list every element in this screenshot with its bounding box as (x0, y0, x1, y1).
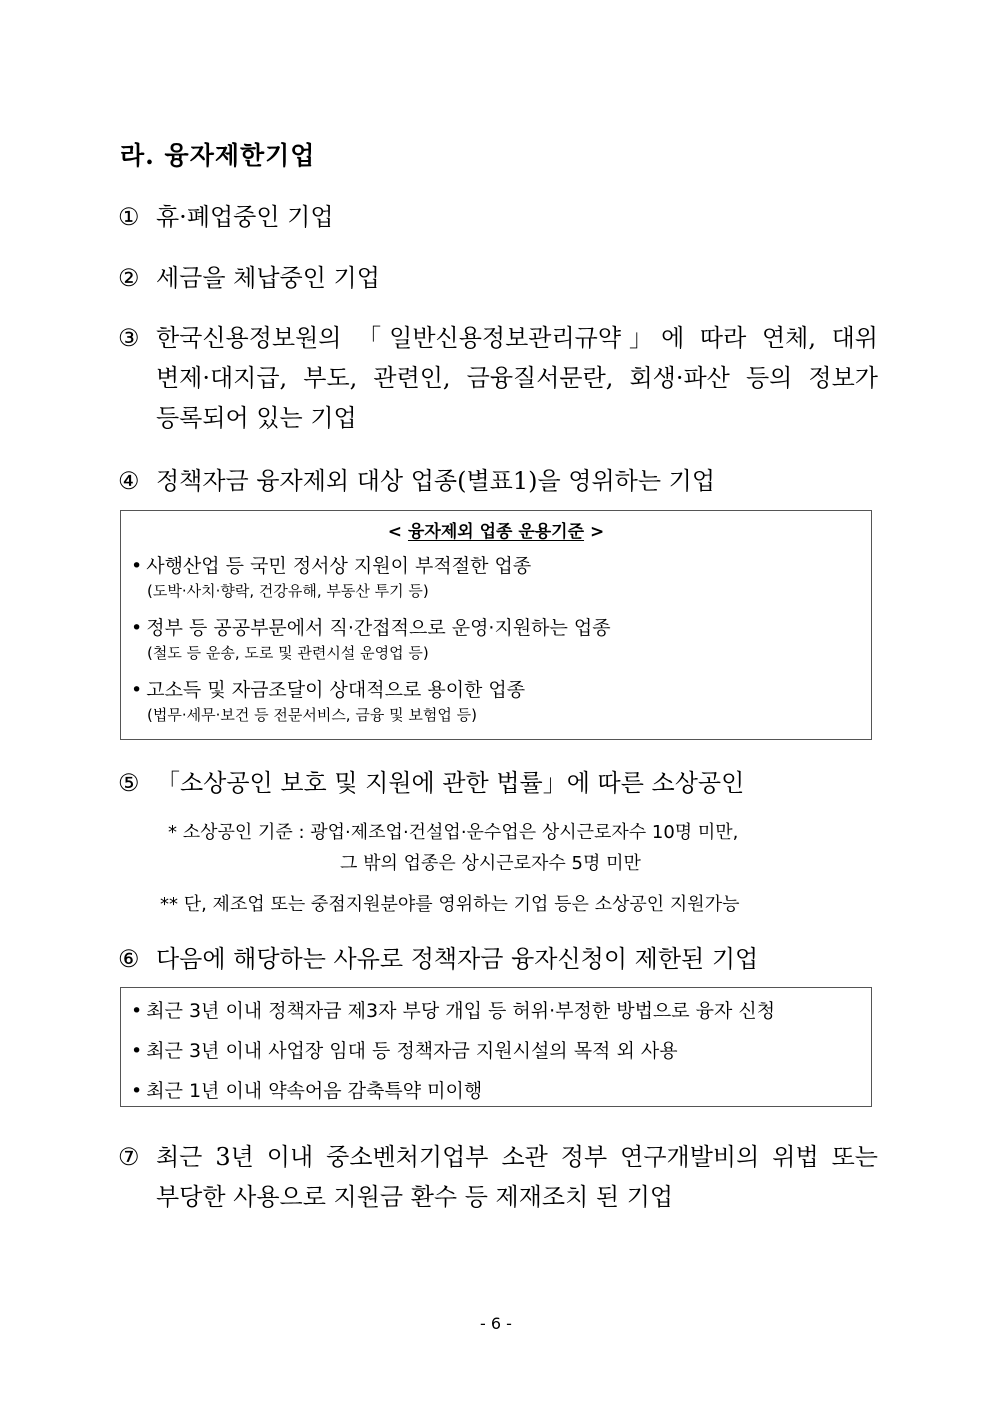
box-sub-note: (법무·세무·보건 등 전문서비스, 금융 및 보험업 등) (147, 706, 477, 724)
footnote-2: ** 단, 제조업 또는 중점지원분야를 영위하는 기업 등은 소상공인 지원가능 (160, 894, 740, 915)
item-text: 한국신용정보원의 「일반신용정보관리규약」에 따라 연체, 대위 (156, 324, 878, 352)
item-number: ③ (118, 324, 140, 352)
item-2 (118, 258, 878, 298)
footnote-1: * 소상공인 기준 : 광업·제조업·건설업·운수업은 상시근로자수 10명 미만, (168, 822, 739, 843)
item-number: ① (118, 203, 140, 231)
item-line-3: 등록되어 있는 기업 (156, 404, 357, 432)
box-bullet: • 고소득 및 자금조달이 상대적으로 용이한 업종 (121, 675, 871, 702)
item-number: ② (118, 264, 140, 292)
item-7 (118, 1137, 878, 1217)
item-1 (118, 197, 878, 237)
page-number: - 6 - (480, 1314, 512, 1333)
box-bullet: • 사행산업 등 국민 정서상 지원이 부적절한 업종 (121, 551, 871, 578)
box-bullet: • 최근 1년 이내 약속어음 감축특약 미이행 (121, 1076, 871, 1103)
box-title-text: 융자제외 업종 운용기준 (407, 522, 585, 542)
item-number: ⑥ (118, 945, 140, 973)
box-bullet: • 최근 3년 이내 사업장 임대 등 정책자금 지원시설의 목적 외 사용 (121, 1036, 871, 1063)
item-line-1 (118, 318, 878, 358)
item-number: ⑦ (118, 1143, 140, 1171)
box-title: < 융자제외 업종 운용기준 > (387, 522, 605, 542)
box-sub-note: (도박·사치·향락, 건강유해, 부동산 투기 등) (147, 582, 429, 600)
section-heading: 라. 융자제한기업 (120, 141, 316, 170)
item-3 (118, 318, 878, 438)
item-line-2: 변제·대지급, 부도, 관련인, 금융질서문란, 회생·파산 등의 정보가 (156, 364, 878, 392)
item-number: ④ (118, 467, 140, 495)
item-text: 정책자금 융자제외 대상 업종(별표1)을 영위하는 기업 (156, 467, 716, 495)
item-text: 다음에 해당하는 사유로 정책자금 융자신청이 제한된 기업 (156, 945, 759, 973)
item-text: 휴·폐업중인 기업 (156, 203, 334, 231)
restriction-box (120, 987, 872, 1107)
item-4 (118, 461, 878, 501)
item-5 (118, 763, 878, 803)
item-line-2: 부당한 사용으로 지원금 환수 등 제재조치 된 기업 (156, 1183, 674, 1211)
box-sub-note: (철도 등 운송, 도로 및 관련시설 운영업 등) (147, 644, 429, 662)
item-number: ⑤ (118, 769, 140, 797)
item-6 (118, 939, 878, 979)
item-text: 세금을 체납중인 기업 (156, 264, 380, 292)
exclusion-criteria-box (120, 510, 872, 740)
item-text: 「소상공인 보호 및 지원에 관한 법률」에 따른 소상공인 (156, 769, 745, 797)
item-text: 최근 3년 이내 중소벤처기업부 소관 정부 연구개발비의 위법 또는 (156, 1143, 878, 1171)
footnote-1-cont: 그 밖의 업종은 상시근로자수 5명 미만 (340, 853, 641, 874)
box-bullet: • 정부 등 공공부문에서 직·간접적으로 운영·지원하는 업종 (121, 613, 871, 640)
item-line-1 (118, 1137, 878, 1177)
box-bullet: • 최근 3년 이내 정책자금 제3자 부당 개입 등 허위·부정한 방법으로 융자 신청 (121, 996, 871, 1023)
